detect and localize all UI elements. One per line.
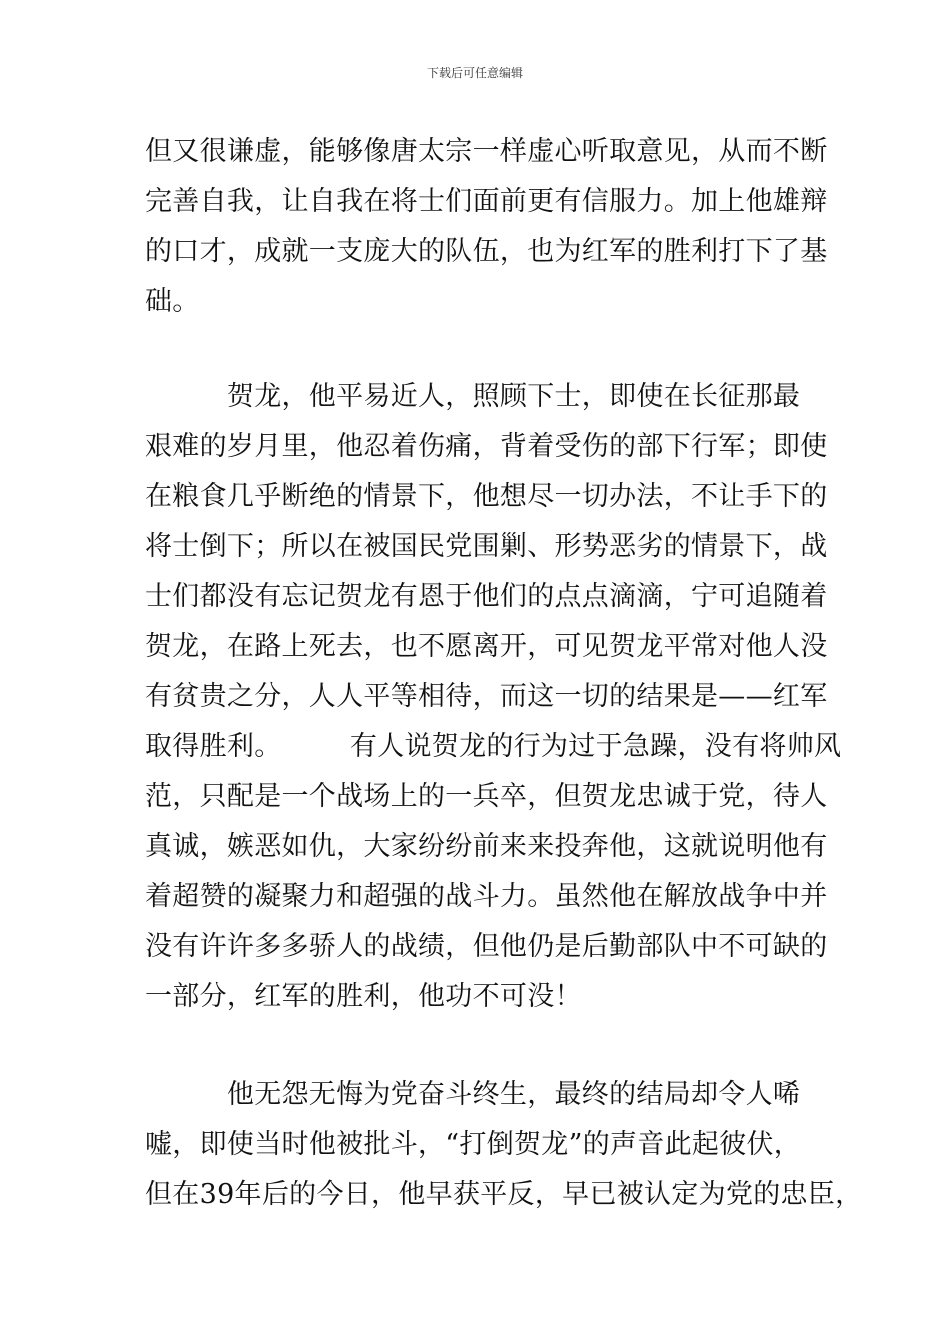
- text-line: 的口才，成就一支庞大的队伍，也为红军的胜利打下了基: [145, 236, 828, 267]
- text-line: 在粮食几乎断绝的情景下，他想尽一切办法，不让手下的: [145, 481, 828, 512]
- text-line: 他无怨无悔为党奋斗终生，最终的结局却令人唏: [145, 1079, 801, 1110]
- text-line: 贺龙，他平易近人，照顾下士，即使在长征那最: [145, 381, 801, 412]
- text-line: 着超赞的凝聚力和超强的战斗力。虽然他在解放战争中并: [145, 881, 828, 912]
- text-line: 有贫贵之分，人人平等相待，而这一切的结果是——红军: [145, 681, 828, 712]
- text-line: 真诚，嫉恶如仇，大家纷纷前来来投奔他，这就说明他有: [145, 831, 828, 862]
- text-line: 但又很谦虚，能够像唐太宗一样虚心听取意见，从而不断: [145, 136, 828, 167]
- text-line: 础。: [145, 286, 200, 317]
- text-line: 一部分，红军的胜利，他功不可没！: [145, 981, 582, 1012]
- text-line: 嘘，即使当时他被批斗，“打倒贺龙”的声音此起彼伏，: [145, 1129, 802, 1160]
- text-line: 士们都没有忘记贺龙有恩于他们的点点滴滴，宁可追随着: [145, 581, 828, 612]
- text-line: 但在39年后的今日，他早获平反，早已被认定为党的忠臣，: [145, 1179, 863, 1210]
- text-line: 将士倒下；所以在被国民党围剿、形势恶劣的情景下，战: [145, 531, 828, 562]
- text-line: 完善自我，让自我在将士们面前更有信服力。加上他雄辩: [145, 186, 828, 217]
- text-line: 范，只配是一个战场上的一兵卒，但贺龙忠诚于党，待人: [145, 781, 828, 812]
- page-header: 下载后可任意编辑: [426, 66, 523, 80]
- text-line: 取得胜利。 有人说贺龙的行为过于急躁，没有将帅风: [145, 731, 842, 762]
- text-line: 艰难的岁月里，他忍着伤痛，背着受伤的部下行军；即使: [145, 431, 828, 462]
- text-line: 贺龙，在路上死去，也不愿离开，可见贺龙平常对他人没: [145, 631, 828, 662]
- text-line: 没有许许多多骄人的战绩，但他仍是后勤部队中不可缺的: [145, 931, 828, 962]
